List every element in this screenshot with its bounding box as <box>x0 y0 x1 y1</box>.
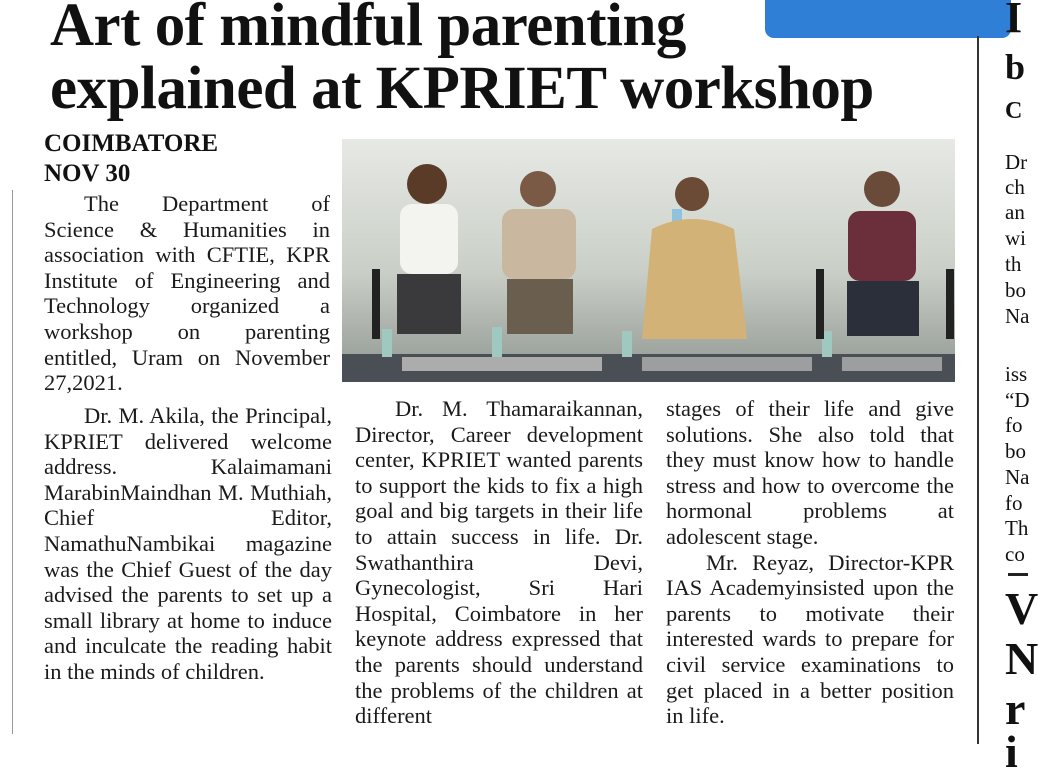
article-paragraph-2: Dr. M. Akila, the Principal, KPRIET delivered welcome address. Kalaimamani MarabinMaindhan M. Muthiah, Chief Editor, NamathuNambikai magazine was the Chief Guest of the day advised the parents to set up a small library at home to induce and inculcate the reading habit in the minds of children. <box>44 403 332 684</box>
adjacent-text-fragment: fo <box>1005 491 1023 515</box>
next-headline-fragment: N <box>1005 633 1038 684</box>
adjacent-text-fragment: fo <box>1005 413 1023 437</box>
dateline-date: NOV 30 <box>44 160 131 187</box>
adjacent-article-strip <box>1005 0 1038 777</box>
article-paragraph-3: Dr. M. Thamaraikannan, Director, Career development center, KPRIET wanted parents to support the kids to fix a high goal and big targets in their life to attain success in life. Dr. Swathanthira Devi, Gynecologist, Sri Hari Hospital, Coimbatore in her keynote address expressed that the parents should understand the problems of the children at different <box>355 396 643 729</box>
adjacent-dateline-fragment: C <box>1005 98 1023 124</box>
article-paragraph-4: stages of their life and give solutions. She also told that they must know how to handle stress and how to overcome the hormonal problems at adolescent stage. <box>666 396 954 549</box>
adjacent-text-fragment: iss <box>1005 362 1028 386</box>
adjacent-text-fragment: bo <box>1005 278 1026 302</box>
adjacent-text-fragment: co <box>1005 542 1025 566</box>
photo-of-four-seated-people-icon <box>342 139 955 382</box>
adjacent-text-fragment: Na <box>1005 304 1030 328</box>
article-paragraph-5: Mr. Reyaz, Director-KPR IAS Academyinsisted upon the parents to motivate their interested wards to prepare for civil service examinations to get placed in a better position in life. <box>666 549 954 729</box>
next-headline-fragment: V <box>1005 583 1038 634</box>
headline-line-1: Art of mindful parenting <box>50 0 686 59</box>
dateline <box>44 129 218 189</box>
adjacent-text-fragment: wi <box>1005 226 1026 250</box>
article-paragraph-1: The Department of Science & Humanities in association with CFTIE, KPR Institute of Engineering and Technology organized a workshop on parenting entitled, Uram on November 27,2021. <box>44 191 330 396</box>
article-column-2 <box>355 396 643 729</box>
adjacent-headline-fragment-2: b <box>1005 47 1026 87</box>
adjacent-text-fragment: th <box>1005 252 1022 276</box>
headline-line-2: explained at KPRIET workshop <box>50 55 874 122</box>
adjacent-text-fragment: “D <box>1005 388 1030 412</box>
next-headline-fragment: i <box>1005 726 1018 777</box>
headline <box>50 0 950 120</box>
dateline-city: COIMBATORE <box>44 130 219 157</box>
left-border <box>12 190 13 734</box>
adjacent-headline-fragment-1: I <box>1005 0 1023 42</box>
section-separator <box>1008 573 1028 576</box>
column-divider <box>977 36 979 744</box>
next-headline-fragment: r <box>1005 683 1026 734</box>
adjacent-text-fragment: Th <box>1005 516 1029 540</box>
adjacent-text-fragment: an <box>1005 200 1025 224</box>
adjacent-text-fragment: Dr <box>1005 150 1028 174</box>
article-column-1 <box>44 403 332 685</box>
adjacent-text-fragment: ch <box>1005 175 1025 199</box>
adjacent-text-fragment: bo <box>1005 439 1026 463</box>
article-column-3 <box>666 396 954 729</box>
event-photo <box>342 139 955 382</box>
article-column-1-top <box>44 191 330 396</box>
adjacent-text-fragment: Na <box>1005 465 1030 489</box>
